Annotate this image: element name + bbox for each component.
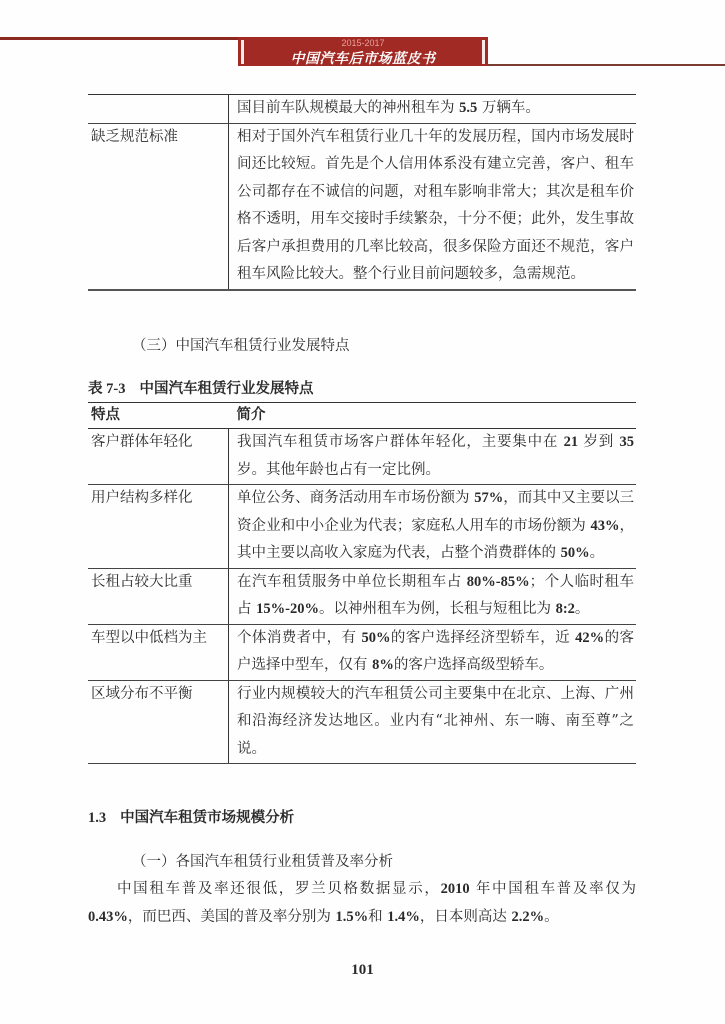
feature-cell bbox=[88, 95, 229, 124]
text: 年中国租车普及率仅为 bbox=[469, 881, 636, 897]
table-row bbox=[88, 680, 636, 764]
continued-table bbox=[88, 94, 636, 291]
description-cell bbox=[229, 429, 637, 485]
text: 在汽车租赁服务中单位长期租车占 bbox=[237, 573, 467, 590]
body-paragraph bbox=[88, 876, 636, 931]
table-header-row bbox=[88, 403, 636, 429]
feature-cell: 车型以中低档为主 bbox=[88, 624, 229, 680]
text: 。以神州租车为例，长租与短租比为 bbox=[318, 601, 556, 617]
text: 。 bbox=[589, 545, 605, 561]
number: 43% bbox=[590, 517, 620, 534]
number: 80%-85% bbox=[466, 573, 530, 590]
text: 。 bbox=[544, 908, 559, 925]
text: 和 bbox=[368, 908, 388, 925]
number: 50% bbox=[560, 545, 590, 561]
description-cell: 行业内规模较大的汽车租赁公司主要集中在北京、上海、广州和沿海经济发达地区。业内有“北神州、东一嗨、南至尊”之说。 bbox=[229, 680, 637, 764]
column-header-description: 简介 bbox=[229, 403, 637, 429]
number: 0.43% bbox=[88, 908, 128, 925]
table-caption bbox=[88, 377, 313, 398]
number: 8% bbox=[372, 657, 394, 673]
header-rule-left bbox=[0, 37, 238, 40]
table-row bbox=[88, 568, 636, 624]
text: 岁到 bbox=[578, 434, 620, 450]
section-heading bbox=[88, 806, 294, 827]
feature-cell: 长租占较大比重 bbox=[88, 568, 229, 624]
text: 。 bbox=[574, 601, 590, 617]
feature-cell: 缺乏规范标准 bbox=[88, 123, 229, 290]
text: 国目前车队规模最大的神州租车为 bbox=[237, 100, 460, 116]
text: 万辆车。 bbox=[477, 100, 540, 116]
feature-cell: 用户结构多样化 bbox=[88, 485, 229, 569]
text: 的客户选择经济型轿车，近 bbox=[390, 629, 576, 646]
caption-number: 表 7-3 bbox=[88, 381, 126, 397]
table-row bbox=[88, 123, 636, 290]
text: 中国租车普及率还很低，罗兰贝格数据显示， bbox=[117, 881, 441, 897]
number: 42% bbox=[575, 629, 605, 646]
subheading-features: （三）中国汽车租赁行业发展特点 bbox=[132, 338, 350, 354]
description-cell: 相对于国外汽车租赁行业几十年的发展历程，国内市场发展时间还比较短。首先是个人信用体系没有建立完善，客户、租车公司都存在不诚信的问题，对租车影响非常大；其次是租车价格不透明，用车交接时手续繁杂，十分不便；此外，发生事故后客户承担费用的几率比较高，很多保险方面还不规范，客户租车风险比较大。整个行业目前问题较多，急需规范。 bbox=[229, 123, 637, 290]
number: 21 bbox=[563, 434, 579, 450]
number: 2.2% bbox=[511, 908, 545, 925]
number: 57% bbox=[474, 490, 504, 506]
section-number: 1.3 bbox=[88, 810, 107, 826]
column-header-feature: 特点 bbox=[88, 403, 229, 429]
text: ，而其中又主要以三资企业和中小企业为代表；家庭私人用车的市场份额为 bbox=[237, 490, 635, 534]
table-row bbox=[88, 95, 636, 124]
text: 我国汽车租赁市场客户群体年轻化，主要集中在 bbox=[237, 434, 564, 450]
number: 35 bbox=[619, 434, 635, 450]
subheading-penetration: （一）各国汽车租赁行业租赁普及率分析 bbox=[132, 854, 393, 870]
number: 5.5 bbox=[459, 100, 478, 116]
header-rule-right bbox=[488, 64, 725, 66]
text: 的客户选择中型车，仅有 bbox=[237, 629, 635, 673]
number: 1.4% bbox=[387, 908, 420, 925]
paragraph-text bbox=[88, 876, 636, 931]
number: 2010 bbox=[440, 881, 470, 897]
table-row bbox=[88, 429, 636, 485]
description-cell bbox=[229, 95, 637, 124]
caption-title: 中国汽车租赁行业发展特点 bbox=[139, 381, 314, 397]
description-cell bbox=[229, 624, 637, 680]
table-row bbox=[88, 485, 636, 569]
text: ，日本则高达 bbox=[419, 908, 512, 925]
number: 8:2 bbox=[555, 601, 575, 617]
section-title: 中国汽车租赁市场规模分析 bbox=[120, 810, 295, 826]
page-number: 101 bbox=[351, 962, 374, 978]
text: 单位公务、商务活动用车市场份额为 bbox=[237, 490, 475, 506]
number: 50% bbox=[361, 629, 391, 646]
header-year-range: 2015-2017 bbox=[341, 38, 385, 48]
header-banner bbox=[238, 37, 488, 66]
description-cell bbox=[229, 485, 637, 569]
text: 个体消费者中，有 bbox=[237, 629, 362, 646]
text: 的客户选择高级型轿车。 bbox=[393, 657, 554, 673]
text: ，而巴西、美国的普及率分别为 bbox=[127, 908, 336, 925]
table-row bbox=[88, 624, 636, 680]
header-title: 中国汽车后市场蓝皮书 bbox=[290, 51, 436, 67]
text: ，其中主要以高收入家庭为代表，占整个消费群体的 bbox=[237, 517, 635, 561]
text: 岁。其他年龄也占有一定比例。 bbox=[237, 461, 440, 478]
number: 15%-20% bbox=[256, 601, 319, 617]
feature-cell: 区域分布不平衡 bbox=[88, 680, 229, 764]
feature-cell: 客户群体年轻化 bbox=[88, 429, 229, 485]
number: 1.5% bbox=[335, 908, 369, 925]
banner-bar-right bbox=[482, 40, 485, 64]
description-cell bbox=[229, 568, 637, 624]
text: ；个人临时租车占 bbox=[237, 573, 635, 617]
features-table bbox=[88, 402, 636, 764]
